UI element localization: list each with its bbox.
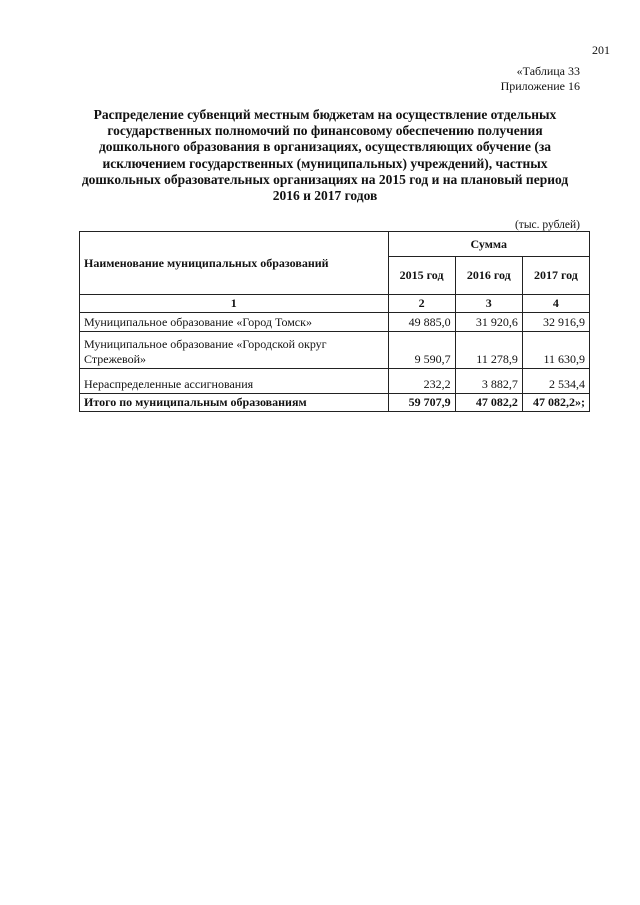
appendix-number: Приложение 16 [500,79,580,93]
column-number: 1 [80,295,389,313]
table-row [80,332,590,369]
units-note: (тыс. рублей) [514,219,580,231]
total-value-2015: 59 707,9 [388,394,455,412]
header-municipality: Наименование муниципальных образований [80,232,389,295]
row-value-2017: 11 630,9 [522,332,589,369]
row-value-2015: 9 590,7 [388,332,455,369]
row-name: Муниципальное образование «Город Томск» [80,313,389,332]
row-value-2016: 11 278,9 [455,332,522,369]
document-title: Распределение субвенций местным бюджетам на осуществление отдельных государственных полномочий по финансовому обеспечению получения дошкольного образования в организациях, осуществляющих обучение (за исключением государственных (муниципальных) учреждений), частных дошкольных образовательных организациях на 2015 год и на плановый период 2016 и 2017 годов [81,107,569,204]
column-number: 4 [522,295,589,313]
total-row [80,394,590,412]
row-value-2016: 3 882,7 [455,369,522,394]
page-number: 201 [592,43,610,57]
header-year-2016: 2016 год [455,257,522,295]
header-year-2017: 2017 год [522,257,589,295]
column-number: 2 [388,295,455,313]
total-name: Итого по муниципальным образованиям [80,394,389,412]
header-year-2015: 2015 год [388,257,455,295]
row-value-2017: 32 916,9 [522,313,589,332]
row-value-2015: 232,2 [388,369,455,394]
total-value-2017: 47 082,2»; [522,394,589,412]
row-name: Нераспределенные ассигнования [80,369,389,394]
table-number: «Таблица 33 [516,64,580,78]
column-number: 3 [455,295,522,313]
row-name: Муниципальное образование «Городской округ Стрежевой» [80,332,389,369]
table-row [80,313,590,332]
table-reference [501,64,580,94]
subventions-table [79,231,590,412]
header-sum: Сумма [388,232,589,257]
total-value-2016: 47 082,2 [455,394,522,412]
column-number-row [80,295,590,313]
row-value-2015: 49 885,0 [388,313,455,332]
row-value-2017: 2 534,4 [522,369,589,394]
row-value-2016: 31 920,6 [455,313,522,332]
table-row [80,369,590,394]
